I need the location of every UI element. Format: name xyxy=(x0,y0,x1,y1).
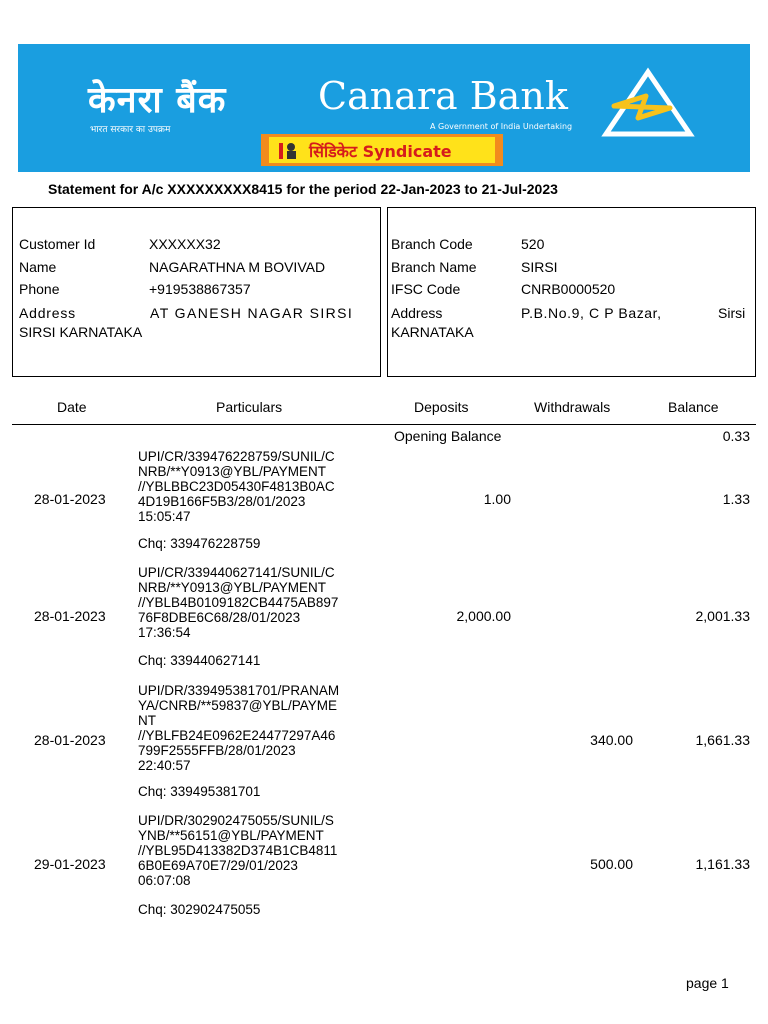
name-label: Name xyxy=(19,259,57,275)
branch-code-value: 520 xyxy=(521,236,545,252)
row-particulars: UPI/DR/339495381701/PRANAM YA/CNRB/**59837@YBL/PAYME NT //YBLFB24E0962E24477297A46 799F2555FFB/28/01/2023 22:40:57 xyxy=(138,683,340,773)
row-date: 28-01-2023 xyxy=(34,491,106,507)
col-header-date: Date xyxy=(57,399,87,415)
name-value: NAGARATHNA M BOVIVAD xyxy=(149,259,326,275)
opening-balance-label: Opening Balance xyxy=(394,428,502,444)
row-balance: 2,001.33 xyxy=(695,608,750,624)
row-withdrawal: 500.00 xyxy=(590,856,633,872)
col-header-balance: Balance xyxy=(668,399,719,415)
tagline-hindi: भारत सरकार का उपक्रम xyxy=(90,125,171,135)
customer-address-line1: AT GANESH NAGAR SIRSI xyxy=(150,305,354,321)
customer-id-label: Customer Id xyxy=(19,236,96,252)
syndicate-text: सिंडिकेट Syndicate xyxy=(309,142,452,161)
row-cheque: Chq: 302902475055 xyxy=(138,902,261,917)
bank-name-hindi: केनरा बैंक xyxy=(88,80,227,121)
branch-address-line2: KARNATAKA xyxy=(391,324,474,340)
opening-balance-value: 0.33 xyxy=(722,428,750,444)
statement-title: Statement for A/c XXXXXXXXX8415 for the period 22-Jan-2023 to 21-Jul-2023 xyxy=(48,181,558,197)
branch-address-label: Address xyxy=(391,305,443,321)
row-withdrawal: 340.00 xyxy=(590,732,633,748)
branch-name-value: SIRSI xyxy=(521,259,558,275)
row-deposit: 1.00 xyxy=(483,491,511,507)
branch-address-line1b: Sirsi xyxy=(718,305,746,321)
row-particulars: UPI/CR/339476228759/SUNIL/C NRB/**Y0913@YBL/PAYMENT //YBLBBC23D05430F4813B0AC 4D19B166F5B3/28/01/2023 15:05:47 xyxy=(138,449,335,524)
tagline: A Government of India Undertaking xyxy=(430,122,573,131)
table-header-divider xyxy=(12,424,756,425)
bank-header-banner xyxy=(18,44,750,172)
row-cheque: Chq: 339495381701 xyxy=(138,784,261,799)
syndicate-emblem-icon xyxy=(277,139,301,161)
bank-name: Canara Bank xyxy=(318,74,568,118)
col-header-particulars: Particulars xyxy=(216,399,283,415)
customer-address-line2: SIRSI KARNATAKA xyxy=(19,324,143,340)
customer-info-box xyxy=(12,207,381,377)
customer-id-value: XXXXXX32 xyxy=(149,236,221,252)
branch-info-box xyxy=(387,207,756,377)
canara-logo-icon xyxy=(600,66,696,146)
row-date: 28-01-2023 xyxy=(34,608,106,624)
row-cheque: Chq: 339440627141 xyxy=(138,653,261,668)
row-balance: 1,161.33 xyxy=(695,856,750,872)
row-particulars: UPI/CR/339440627141/SUNIL/C NRB/**Y0913@YBL/PAYMENT //YBLB4B0109182CB4475AB897 76F8DBE6C68/28/01/2023 17:36:54 xyxy=(138,565,339,640)
customer-address-label: Address xyxy=(19,305,76,321)
row-date: 29-01-2023 xyxy=(34,856,106,872)
row-cheque: Chq: 339476228759 xyxy=(138,536,261,551)
branch-code-label: Branch Code xyxy=(391,236,473,252)
col-header-withdrawals: Withdrawals xyxy=(534,399,611,415)
ifsc-label: IFSC Code xyxy=(391,281,461,297)
phone-value: +919538867357 xyxy=(149,281,251,297)
row-balance: 1.33 xyxy=(722,491,750,507)
phone-label: Phone xyxy=(19,281,60,297)
row-balance: 1,661.33 xyxy=(695,732,750,748)
branch-name-label: Branch Name xyxy=(391,259,477,275)
syndicate-logo xyxy=(261,134,503,166)
branch-address-line1a: P.B.No.9, C P Bazar, xyxy=(521,305,662,321)
row-deposit: 2,000.00 xyxy=(456,608,511,624)
col-header-deposits: Deposits xyxy=(414,399,469,415)
page-number: page 1 xyxy=(686,975,729,991)
ifsc-value: CNRB0000520 xyxy=(521,281,616,297)
row-date: 28-01-2023 xyxy=(34,732,106,748)
row-particulars: UPI/DR/302902475055/SUNIL/S YNB/**56151@YBL/PAYMENT //YBL95D413382D374B1CB4811 6B0E69A70E7/29/01/2023 06:07:08 xyxy=(138,813,338,888)
